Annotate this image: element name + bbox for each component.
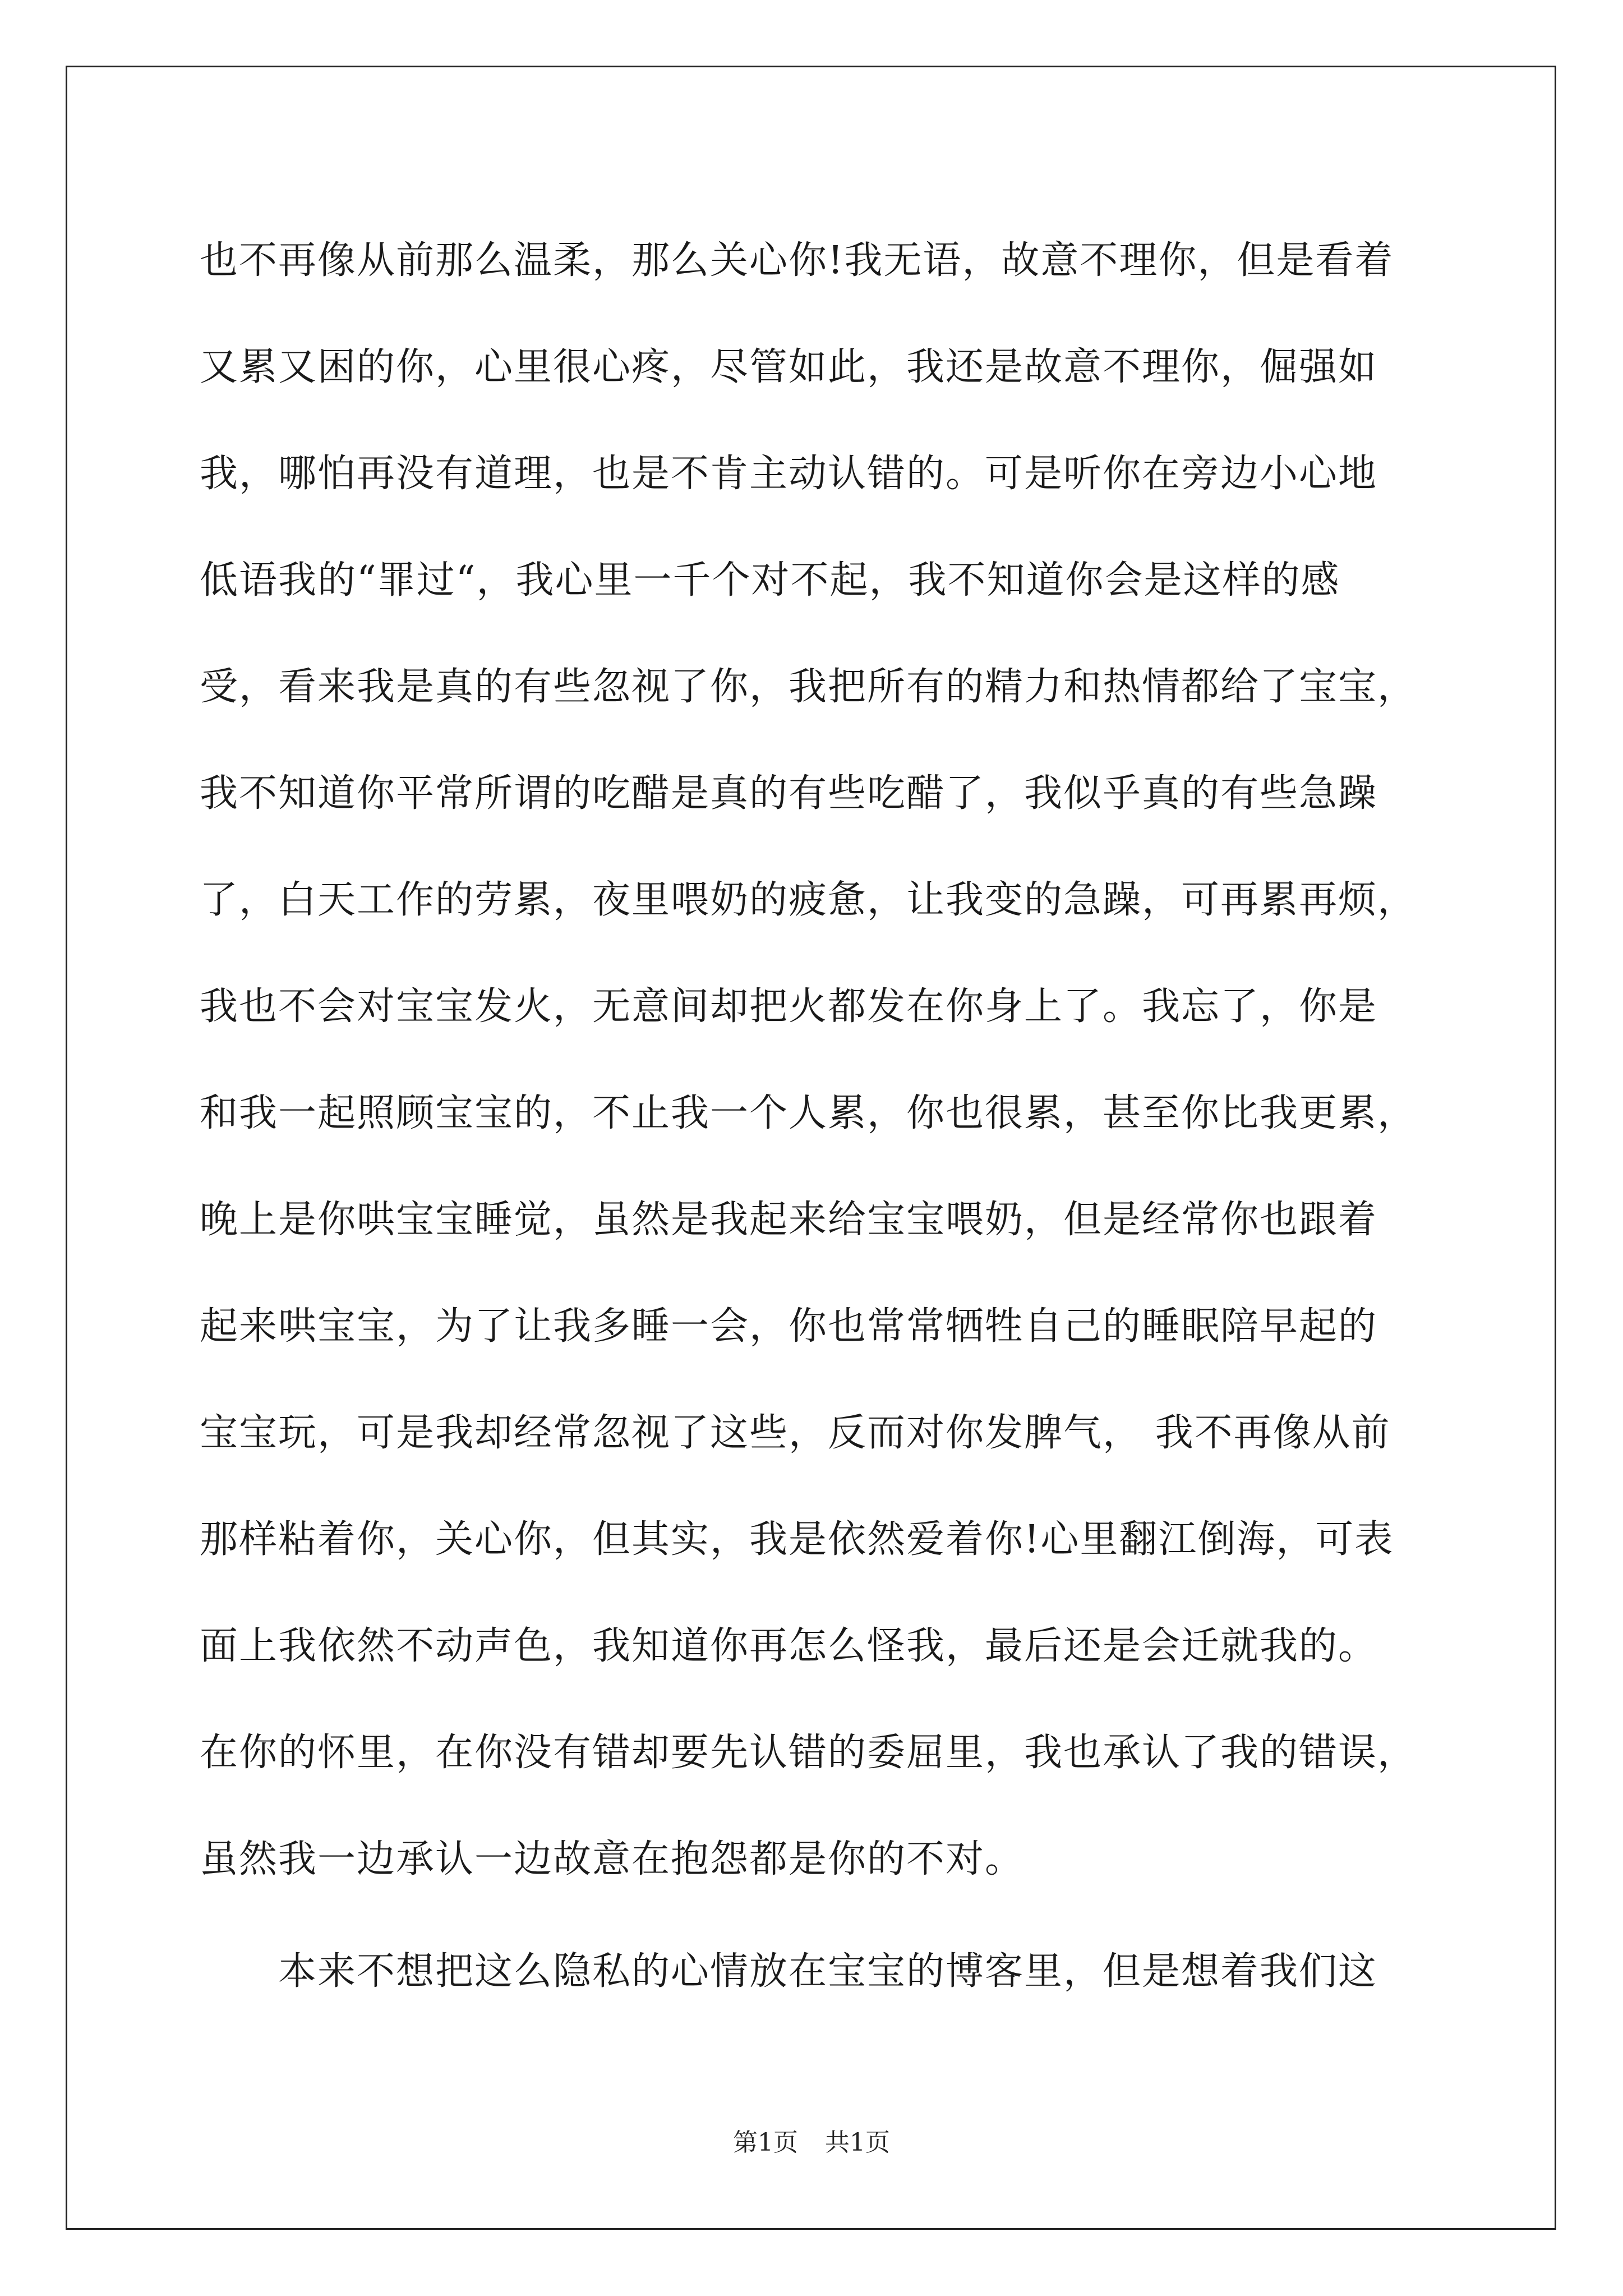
text-line: 了，白天工作的劳累，夜里喂奶的疲惫，让我变的急躁，可再累再烦， — [200, 878, 1417, 922]
page-number: 第1页 — [733, 2128, 798, 2157]
text-line: 面上我依然不动声色，我知道你再怎么怪我，最后还是会迁就我的。 — [200, 1624, 1378, 1668]
text-line: 低语我的“罪过“，我心里一千个对不起，我不知道你会是这样的感 — [200, 558, 1340, 602]
text-line: 又累又困的你，心里很心疼，尽管如此，我还是故意不理你，倔强如 — [200, 345, 1378, 389]
page-footer — [0, 2126, 1623, 2160]
document-body — [200, 208, 1456, 2025]
text-line: 虽然我一边承认一边故意在抱怨都是你的不对。 — [200, 1837, 1025, 1881]
text-line: 在你的怀里，在你没有错却要先认错的委屈里，我也承认了我的错误， — [200, 1731, 1417, 1775]
paragraph-2-first-line: 本来不想把这么隐私的心情放在宝宝的博客里，但是想着我们这 — [278, 1949, 1378, 1994]
text-line: 也不再像从前那么温柔，那么关心你!我无语，故意不理你，但是看着 — [200, 238, 1394, 283]
text-line: 起来哄宝宝，为了让我多睡一会，你也常常牺牲自己的睡眠陪早起的 — [200, 1304, 1378, 1349]
text-line: 我，哪怕再没有道理，也是不肯主动认错的。可是听你在旁边小心地 — [200, 452, 1378, 496]
text-line: 和我一起照顾宝宝的，不止我一个人累，你也很累，甚至你比我更累， — [200, 1091, 1417, 1135]
text-line: 受，看来我是真的有些忽视了你，我把所有的精力和热情都给了宝宝， — [200, 665, 1417, 709]
text-line: 我也不会对宝宝发火，无意间却把火都发在你身上了。我忘了，你是 — [200, 984, 1378, 1029]
text-line: 我不知道你平常所谓的吃醋是真的有些吃醋了，我似乎真的有些急躁 — [200, 771, 1378, 816]
text-line: 宝宝玩，可是我却经常忽视了这些，反而对你发脾气， 我不再像从前 — [200, 1411, 1391, 1455]
text-line: 那样粘着你，关心你，但其实，我是依然爱着你!心里翻江倒海，可表 — [200, 1517, 1394, 1562]
text-line: 晚上是你哄宝宝睡觉，虽然是我起来给宝宝喂奶，但是经常你也跟着 — [200, 1198, 1378, 1242]
page-total: 共1页 — [825, 2128, 890, 2157]
